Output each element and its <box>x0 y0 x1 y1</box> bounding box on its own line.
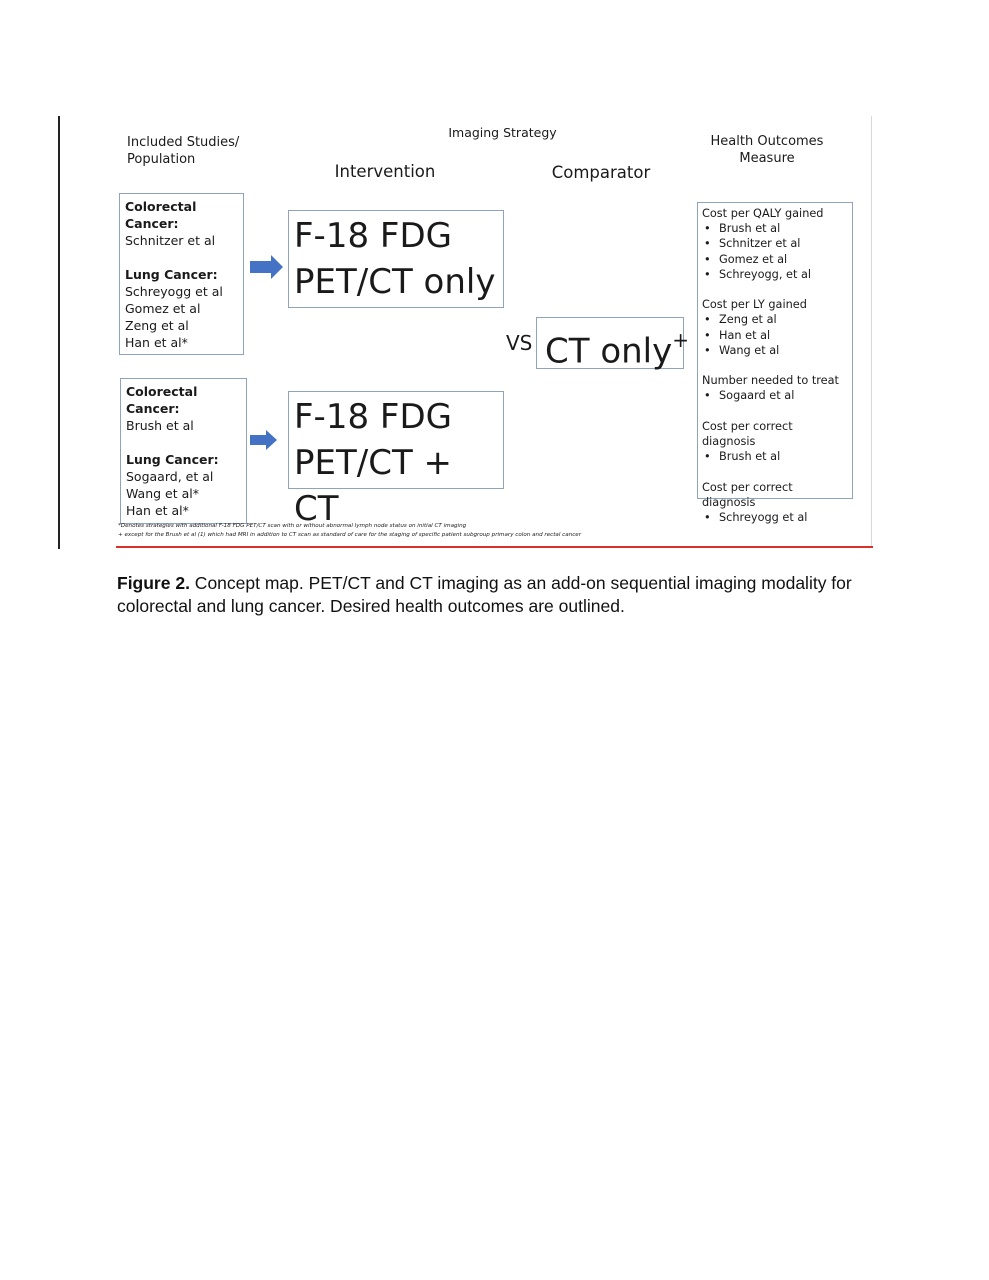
outcome-item: • Brush et al <box>702 221 848 236</box>
arrow-right-icon <box>250 430 278 450</box>
red-rule <box>116 546 873 548</box>
study-item: Brush et al <box>126 418 194 433</box>
header-intervention: Intervention <box>334 162 436 181</box>
outcome-title: Cost per correct diagnosis <box>702 480 793 509</box>
colorectal-label: Colorectal Cancer: <box>125 199 197 231</box>
outcome-item: • Schnitzer et al <box>702 236 848 251</box>
study-item: Schnitzer et al <box>125 233 216 248</box>
outcome-title: Number needed to treat <box>702 374 839 388</box>
header-comparator: Comparator <box>551 163 651 182</box>
study-item: Zeng et al <box>125 318 189 333</box>
footnote-plus: + except for the Brush et al (1) which had MRI in addition to CT scan as standard of care for the staging of specific patient subgroup primary colon and rectal cancer <box>118 532 582 538</box>
footnote-star: *Denotes strategies with additional F-18 FDG PET/CT scan with or without abnormal lymph node status on initial CT imaging <box>118 523 467 529</box>
figure-right-border <box>871 116 872 546</box>
study-item: Wang et al* <box>126 486 199 501</box>
lung-label: Lung Cancer: <box>125 267 218 282</box>
vs-label: VS <box>506 331 533 355</box>
comparator-box <box>536 317 689 372</box>
caption-text: Concept map. PET/CT and CT imaging as an add-on sequential imaging modality for colorectal and lung cancer. Desired health outcomes are outlined. <box>117 573 852 616</box>
header-included-studies: Included Studies/ Population <box>127 135 240 167</box>
intervention-line: PET/CT + CT <box>294 443 453 529</box>
outcome-title: Cost per QALY gained <box>702 207 824 220</box>
colorectal-label: Colorectal Cancer: <box>126 384 198 416</box>
intervention-line: PET/CT only <box>294 262 496 302</box>
outcome-item: • Brush et al <box>702 449 848 464</box>
outcome-item: • Zeng et al <box>702 312 848 327</box>
outcome-item: • Schreyogg et al <box>702 510 848 525</box>
outcome-item: • Sogaard et al <box>702 388 848 403</box>
caption-label: Figure 2. <box>117 573 190 593</box>
outcome-item: • Han et al <box>702 328 848 343</box>
comparator-text: CT only <box>545 331 673 372</box>
study-box-1 <box>119 193 244 355</box>
figure-left-border <box>58 116 60 549</box>
study-item: Schreyogg et al <box>125 284 223 299</box>
arrow-right-icon <box>250 255 284 279</box>
outcomes-box <box>697 202 853 524</box>
outcome-title: Cost per correct diagnosis <box>702 419 793 448</box>
outcome-item: • Schreyogg, et al <box>702 267 848 282</box>
comparator-sup: + <box>672 328 689 352</box>
study-box-2 <box>120 378 247 524</box>
outcome-title: Cost per LY gained <box>702 298 807 312</box>
study-item: Han et al* <box>126 503 189 518</box>
intervention-line: F-18 FDG <box>294 216 452 256</box>
study-item: Han et al* <box>125 335 188 350</box>
study-item: Gomez et al <box>125 301 201 316</box>
figure-caption <box>117 572 877 618</box>
outcome-item: • Gomez et al <box>702 252 848 267</box>
header-health-outcomes: Health Outcomes Measure <box>710 134 824 166</box>
outcome-item: • Wang et al <box>702 343 848 358</box>
header-imaging-strategy: Imaging Strategy <box>448 125 557 140</box>
study-item: Sogaard, et al <box>126 469 214 484</box>
intervention-line: F-18 FDG <box>294 397 452 437</box>
intervention-box-1 <box>288 210 504 308</box>
lung-label: Lung Cancer: <box>126 452 219 467</box>
